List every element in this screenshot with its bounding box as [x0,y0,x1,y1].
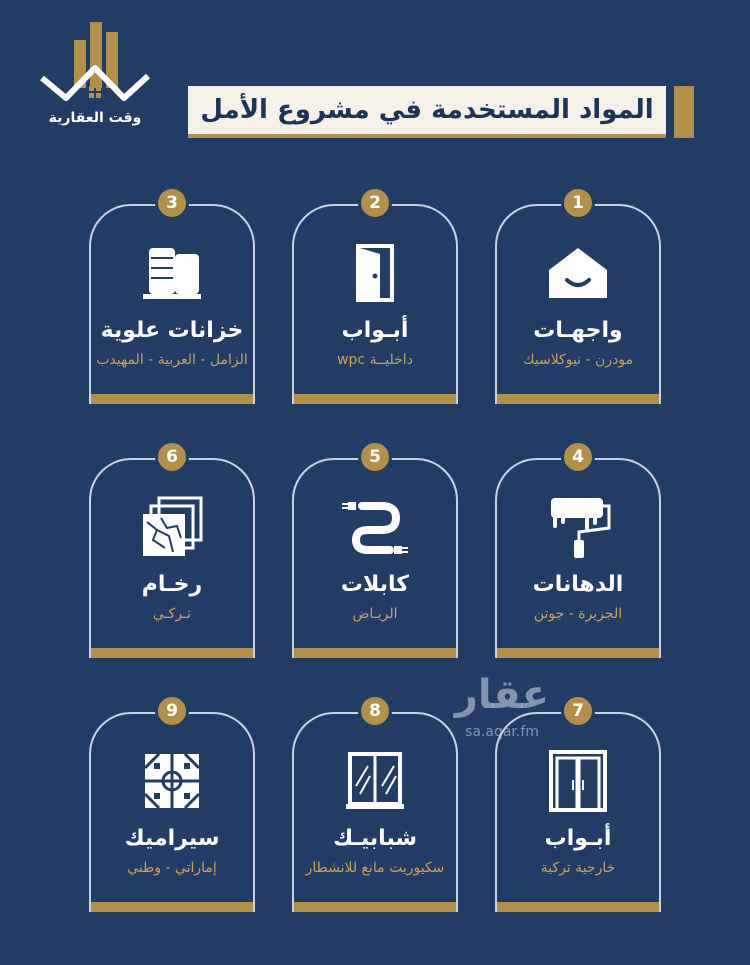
card-subtitle: خارجية تركية [540,860,616,876]
card-title: خزانات علوية [100,318,244,343]
company-logo [36,18,154,133]
card-title: الدهانات [532,572,624,597]
card-number-badge: 3 [155,186,189,220]
material-card-2 [292,204,458,404]
double-door-icon [543,746,613,816]
card-gold-strip [294,648,456,658]
card-subtitle: مودرن - نيوكلاسيك [522,352,634,368]
card-gold-strip [497,648,659,658]
card-number-badge: 9 [155,694,189,728]
logo-building-icon [36,18,154,113]
card-subtitle: داخليــة wpc [337,352,413,368]
card-number-badge: 4 [561,440,595,474]
page-title-banner [188,86,694,138]
marble-icon [137,492,207,562]
card-gold-strip [294,394,456,404]
window-icon [340,746,410,816]
card-gold-strip [497,902,659,912]
card-subtitle: تـركـي [152,606,192,622]
card-gold-strip [91,394,253,404]
page-title: المواد المستخدمة في مشروع الأمل [188,86,666,138]
card-number-badge: 1 [561,186,595,220]
material-card-1 [495,204,661,404]
material-card-3 [89,204,255,404]
watermark [432,672,572,744]
door-icon [340,238,410,308]
material-card-6 [89,458,255,658]
card-number-badge: 7 [561,694,595,728]
card-number-badge: 2 [358,186,392,220]
card-title: أبـواب [341,318,409,343]
material-card-4 [495,458,661,658]
title-accent [674,86,694,138]
ceramic-tile-icon [137,746,207,816]
card-number-badge: 6 [155,440,189,474]
card-gold-strip [91,648,253,658]
card-subtitle: الزامل - العربية - المهيدب [96,352,248,368]
watermark-logo-text: عقار [454,672,550,718]
card-title: كابلات [340,572,410,597]
material-card-9 [89,712,255,912]
card-gold-strip [294,902,456,912]
card-number-badge: 5 [358,440,392,474]
card-gold-strip [91,902,253,912]
card-title: سيراميك [124,826,220,851]
card-title: رخـام [141,572,203,597]
card-number-badge: 8 [358,694,392,728]
water-tank-icon [137,238,207,308]
card-subtitle: الجزيرة - جوتن [533,606,623,622]
card-subtitle: الريـاض [352,606,398,622]
watermark-url: sa.aqar.fm [465,724,539,740]
paint-roller-icon [543,492,613,562]
card-title: أبـواب [544,826,612,851]
house-icon [543,238,613,308]
card-title: واجهـات [533,318,623,343]
card-title: شبابيـك [332,826,418,851]
material-card-5 [292,458,458,658]
card-subtitle: إماراتي - وطني [127,860,217,876]
card-gold-strip [497,394,659,404]
card-subtitle: سكيوريت مانع للانشطار [305,860,445,876]
logo-text: وقت العقارية [48,110,142,126]
cable-icon [340,492,410,562]
